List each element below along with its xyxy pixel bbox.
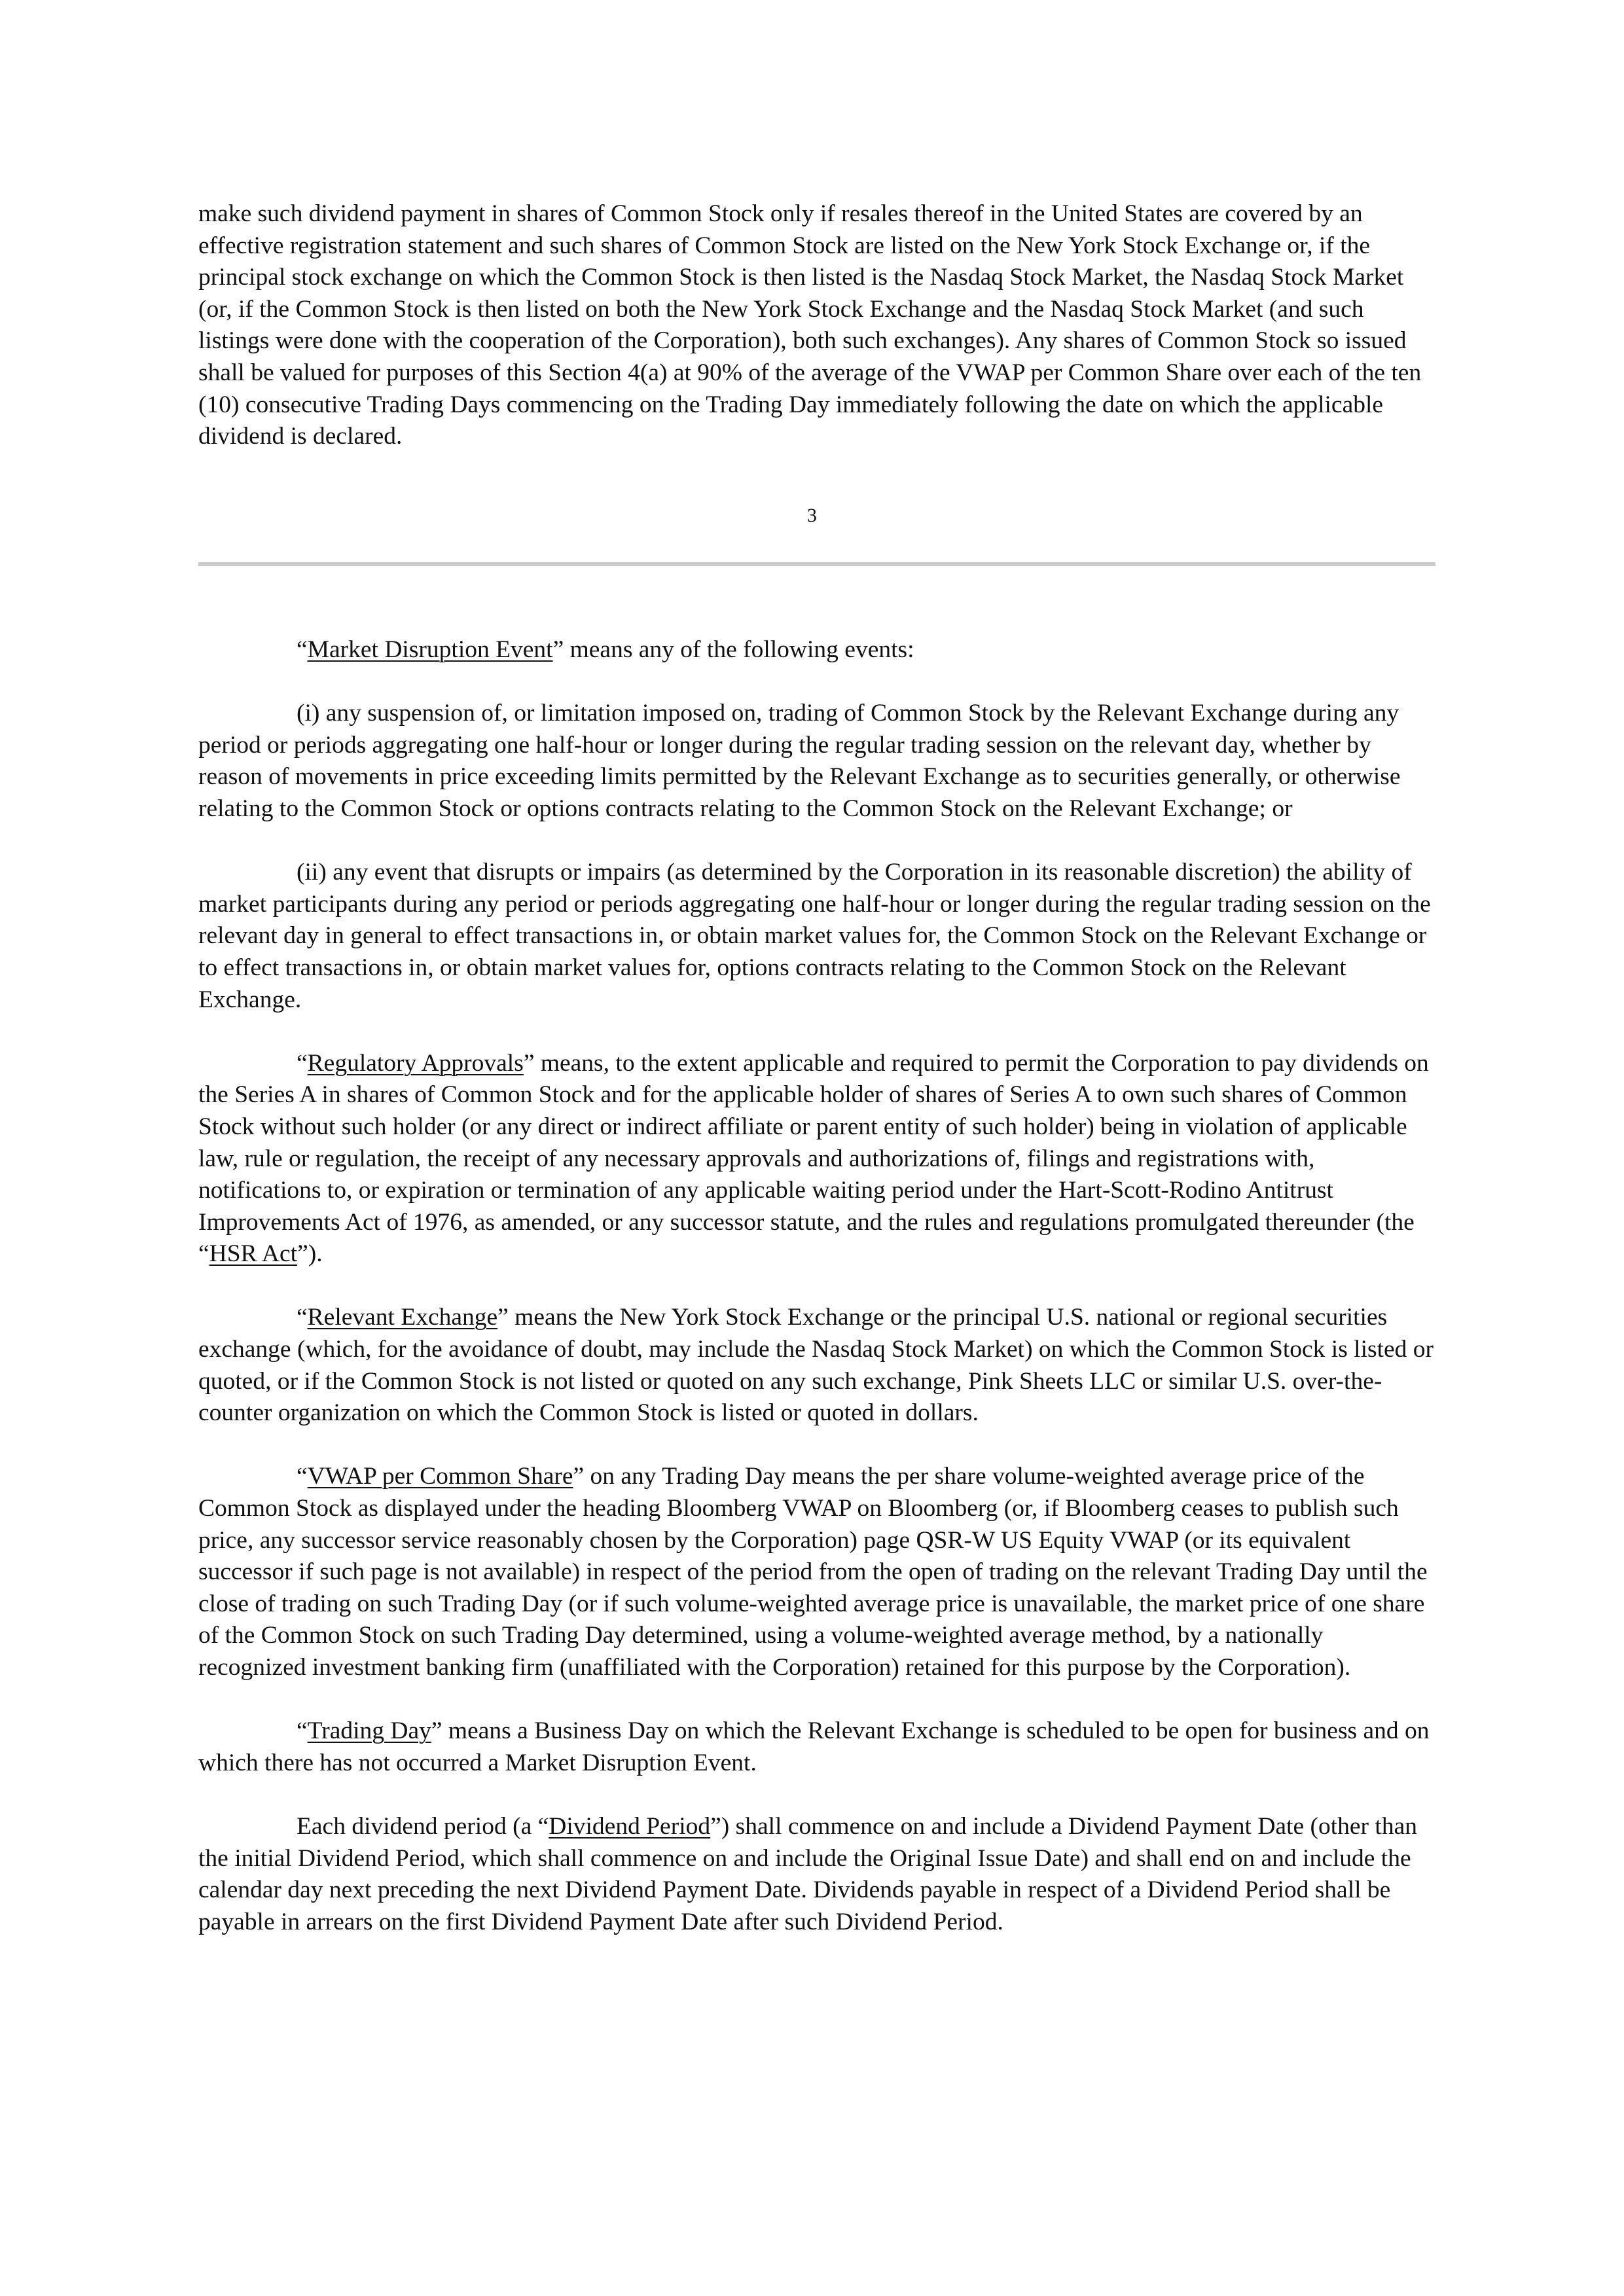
definition-lead: Each dividend period (a “	[297, 1812, 549, 1840]
defined-term-hsr-act: HSR Act	[209, 1240, 298, 1268]
defined-term: Market Disruption Event	[307, 636, 553, 663]
continued-paragraph-block	[198, 198, 1435, 453]
definition-end: ”).	[297, 1240, 323, 1268]
defined-term: Dividend Period	[549, 1812, 711, 1840]
continued-paragraph: make such dividend payment in shares of Common Stock only if resales thereof in the United States are covered by an effective registration statement and such shares of Common Stock are listed on the New York Stock Exchange or, if the principal stock exchange on which the Common Stock is then listed is the Nasdaq Stock Market, the Nasdaq Stock Market (or, if the Common Stock is then listed on both the New York Stock Exchange and the Nasdaq Stock Market (and such listings were done with the cooperation of the Corporation), both such exchanges). Any shares of Common Stock so issued shall be valued for purposes of this Section 4(a) at 90% of the average of the VWAP per Common Share over each of the ten (10) consecutive Trading Days commencing on the Trading Day immediately following the date on which the applicable dividend is declared.	[198, 200, 1422, 450]
open-quote: “	[297, 1717, 308, 1745]
page-number: 3	[807, 505, 817, 526]
open-quote: “	[297, 1049, 308, 1077]
defined-term: Trading Day	[307, 1717, 431, 1745]
open-quote: “	[297, 1304, 308, 1331]
defined-term: Relevant Exchange	[307, 1304, 498, 1331]
definition-text: ” means any of the following events:	[552, 636, 914, 663]
definition-regulatory-approvals	[198, 1048, 1435, 1270]
open-quote: “	[297, 636, 308, 663]
definition-text: ” means, to the extent applicable and required to permit the Corporation to pay dividends on the Series A in shares of Common Stock and for the applicable holder of shares of Series A to own such shares of Common Stock without such holder (or any direct or indirect affiliate or parent entity of such holder) being in violation of applicable law, rule or regulation, the receipt of any necessary approvals and authorizations of, filings and registrations with, notifications to, or expiration or termination of any applicable waiting period under the Hart-Scott-Rodino Antitrust Improvements Act of 1976, as amended, or any successor statute, and the rules and regulations promulgated thereunder (the “	[198, 1049, 1429, 1268]
definition-clause-i: (i) any suspension of, or limitation imposed on, trading of Common Stock by the Relevant Exchange during any period or periods aggregating one half-hour or longer during the regular trading session on the relevant day, whether by reason of movements in price exceeding limits permitted by the Relevant Exchange as to securities generally, or otherwise relating to the Common Stock or options contracts relating to the Common Stock on the Relevant Exchange; or	[198, 700, 1401, 822]
defined-term: VWAP per Common Share	[307, 1463, 573, 1490]
definition-dividend-period	[198, 1811, 1435, 1938]
definition-clause-ii: (ii) any event that disrupts or impairs (as determined by the Corporation in its reasonable discretion) the ability of market participants during any period or periods aggregating one half-hour or longer during the regular trading session on the relevant day in general to effect transactions in, or obtain market values for, the Common Stock on the Relevant Exchange or to effect transactions in, or obtain market values for, options contracts relating to the Common Stock on the Relevant Exchange.	[198, 859, 1431, 1013]
defined-term: Regulatory Approvals	[307, 1049, 524, 1077]
definition-text: ”) shall commence on and include a Dividend Payment Date (other than the initial Dividend Period, which shall commence on and include the Original Issue Date) and shall end on and include the calendar day next preceding the next Dividend Payment Date. Dividends payable in respect of a Dividend Period shall be payable in arrears on the first Dividend Payment Date after such Dividend Period.	[198, 1812, 1417, 1935]
definition-vwap-per-common-share	[198, 1461, 1435, 1683]
definition-market-disruption-event	[198, 634, 1435, 666]
definition-text: ” on any Trading Day means the per share volume-weighted average price of the Common Stock as displayed under the heading Bloomberg VWAP on Bloomberg (or, if Bloomberg ceases to publish such price, any successor service reasonably chosen by the Corporation) page QSR-W US Equity VWAP (or its equivalent successor if such page is not available) in respect of the period from the open of trading on the relevant Trading Day until the close of trading on such Trading Day (or if such volume-weighted average price is unavailable, the market price of one share of the Common Stock on such Trading Day determined, using a volume-weighted average method, by a nationally recognized investment banking firm (unaffiliated with the Corporation) retained for this purpose by the Corporation).	[198, 1463, 1428, 1681]
definition-text: ” means the New York Stock Exchange or the principal U.S. national or regional securities exchange (which, for the avoidance of doubt, may include the Nasdaq Stock Market) on which the Common Stock is listed or quoted, or if the Common Stock is not listed or quoted on any such exchange, Pink Sheets LLC or similar U.S. over-the-counter organization on which the Common Stock is listed or quoted in dollars.	[198, 1304, 1434, 1427]
open-quote: “	[297, 1463, 308, 1490]
page-divider	[198, 562, 1435, 566]
definition-relevant-exchange	[198, 1302, 1435, 1429]
definition-text: ” means a Business Day on which the Relevant Exchange is scheduled to be open for business and on which there has not occurred a Market Disruption Event.	[198, 1717, 1430, 1776]
definition-trading-day	[198, 1715, 1435, 1779]
definitions-section	[198, 634, 1435, 1938]
